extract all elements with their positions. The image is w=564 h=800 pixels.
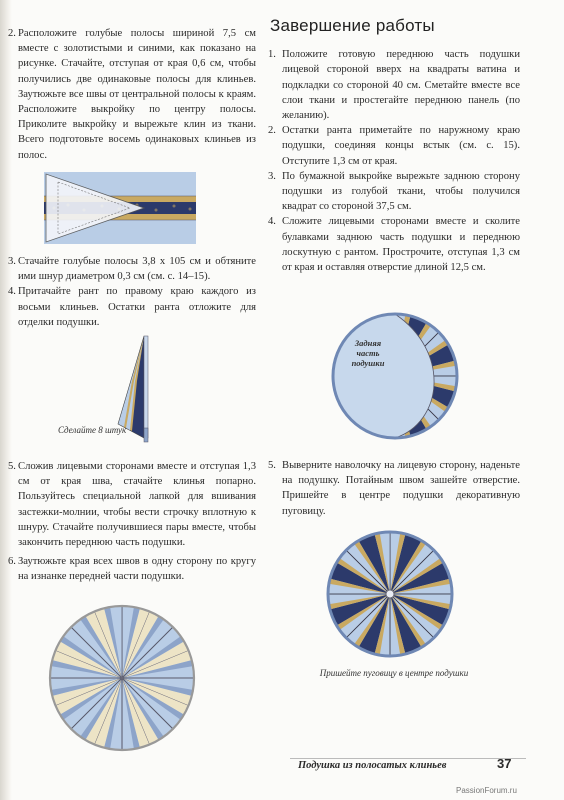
step-6 [10, 554, 256, 584]
step-number: 2. [8, 28, 16, 39]
step-4 [10, 284, 256, 330]
left-steps-3-4 [10, 254, 256, 330]
left-column [10, 26, 256, 163]
back-panel-attached-illustration [323, 312, 469, 442]
finishing-step-5 [268, 458, 520, 519]
strip-with-template-illustration [44, 172, 196, 244]
finishing-step [268, 214, 520, 275]
finishing-steps [268, 47, 520, 275]
footer-title: Подушка из полосатых клиньев [298, 760, 447, 771]
step-number: 4. [8, 286, 16, 298]
finishing-step [268, 123, 520, 169]
watermark: PassionForum.ru [456, 786, 517, 795]
step-text: Сложив лицевыми сторонами вместе и отступая 1,3 см от края шва, стачайте клинья попарно. Пользуйтесь специальной лапкой для вшивания застежки-молнии, чтобы вести строчку вплотную к шнуру. Стачайте получившиеся пары вместе, чтобы закончить переднюю часть подушки. [18, 461, 256, 549]
step-number: 3. [8, 256, 16, 267]
step-number: 6. [8, 556, 16, 568]
button-caption: Пришейте пуговицу в центре подушки [319, 668, 469, 678]
step-text: Выверните наволочку на лицевую сторону, наденьте на подушку. Потайным швом зашейте отверстие. Пришейте в центре подушки декоративную пуговицу. [282, 460, 520, 517]
back-panel-label: Задняя часть подушки [351, 338, 385, 368]
step-5 [10, 459, 256, 550]
section-heading: Завершение работы [270, 16, 435, 35]
finishing-step [268, 169, 520, 215]
right-step-5-block [268, 458, 520, 519]
step-number: 3. [268, 170, 276, 182]
step-number: 1. [268, 49, 276, 61]
pillow-front-wrong-side-illustration [48, 604, 196, 752]
step-number: 5. [8, 461, 16, 472]
right-column [268, 18, 520, 275]
step-number: 5. [268, 460, 276, 471]
left-steps-5-6 [10, 459, 256, 585]
step-text: По бумажной выкройке вырежьте заднюю сторону подушки из голубой ткани, чтобы получился квадрат со стороной 37,5 см. [282, 170, 520, 213]
step-text: Стачайте голубые полосы 3,8 х 105 см и обтяните ими шнур диаметром 0,3 см (см. с. 14–15). [18, 256, 256, 283]
step-number: 2. [268, 125, 276, 137]
page-number: 37 [497, 756, 512, 771]
finishing-step [268, 47, 520, 123]
finished-pillow-illustration [326, 530, 454, 658]
step-text: Сложите лицевыми сторонами вместе и сколите булавками заднюю часть подушки и переднюю лоскутную с рантом. Прострочите, отступая 1,3 см от края и оставляя отверстие длиной 12,5 см. [282, 216, 520, 274]
step-2 [10, 26, 256, 163]
wedge-caption: Сделайте 8 штук [58, 425, 127, 435]
step-text: Положите готовую переднюю часть подушки лицевой стороной вверх на квадраты ватина и подкладки со стороной 40 см. Сметайте вместе все слои ткани и простегайте переднюю панель (по желанию). [282, 49, 520, 122]
step-text: Заутюжьте края всех швов в одну сторону по кругу на изнанке передней части подушки. [18, 556, 256, 583]
step-text: Остатки ранта приметайте по наружному краю подушки, соединяя концы встык (см. с. 15). Отступите 1,3 см от края. [282, 125, 520, 167]
step-text: Притачайте рант по правому краю каждого из восьми клиньев. Остатки ранта отложите для отделки подушки. [18, 286, 256, 328]
step-3 [10, 254, 256, 284]
step-number: 4. [268, 216, 276, 228]
step-text: Расположите голубые полосы шириной 7,5 см вместе с золотистыми и синими, как показано на рисунке. Стачайте, отступая от края 0,6 см, чтобы получились две одинаковые полосы для клиньев. Заутюжьте все швы от центральной полосы к краям. Расположите выкройку по центру полосы. Приколите выкройку и вырежьте клин из ткани. Всего подготовьте восемь одинаковых клиньев из полос. [18, 28, 256, 161]
